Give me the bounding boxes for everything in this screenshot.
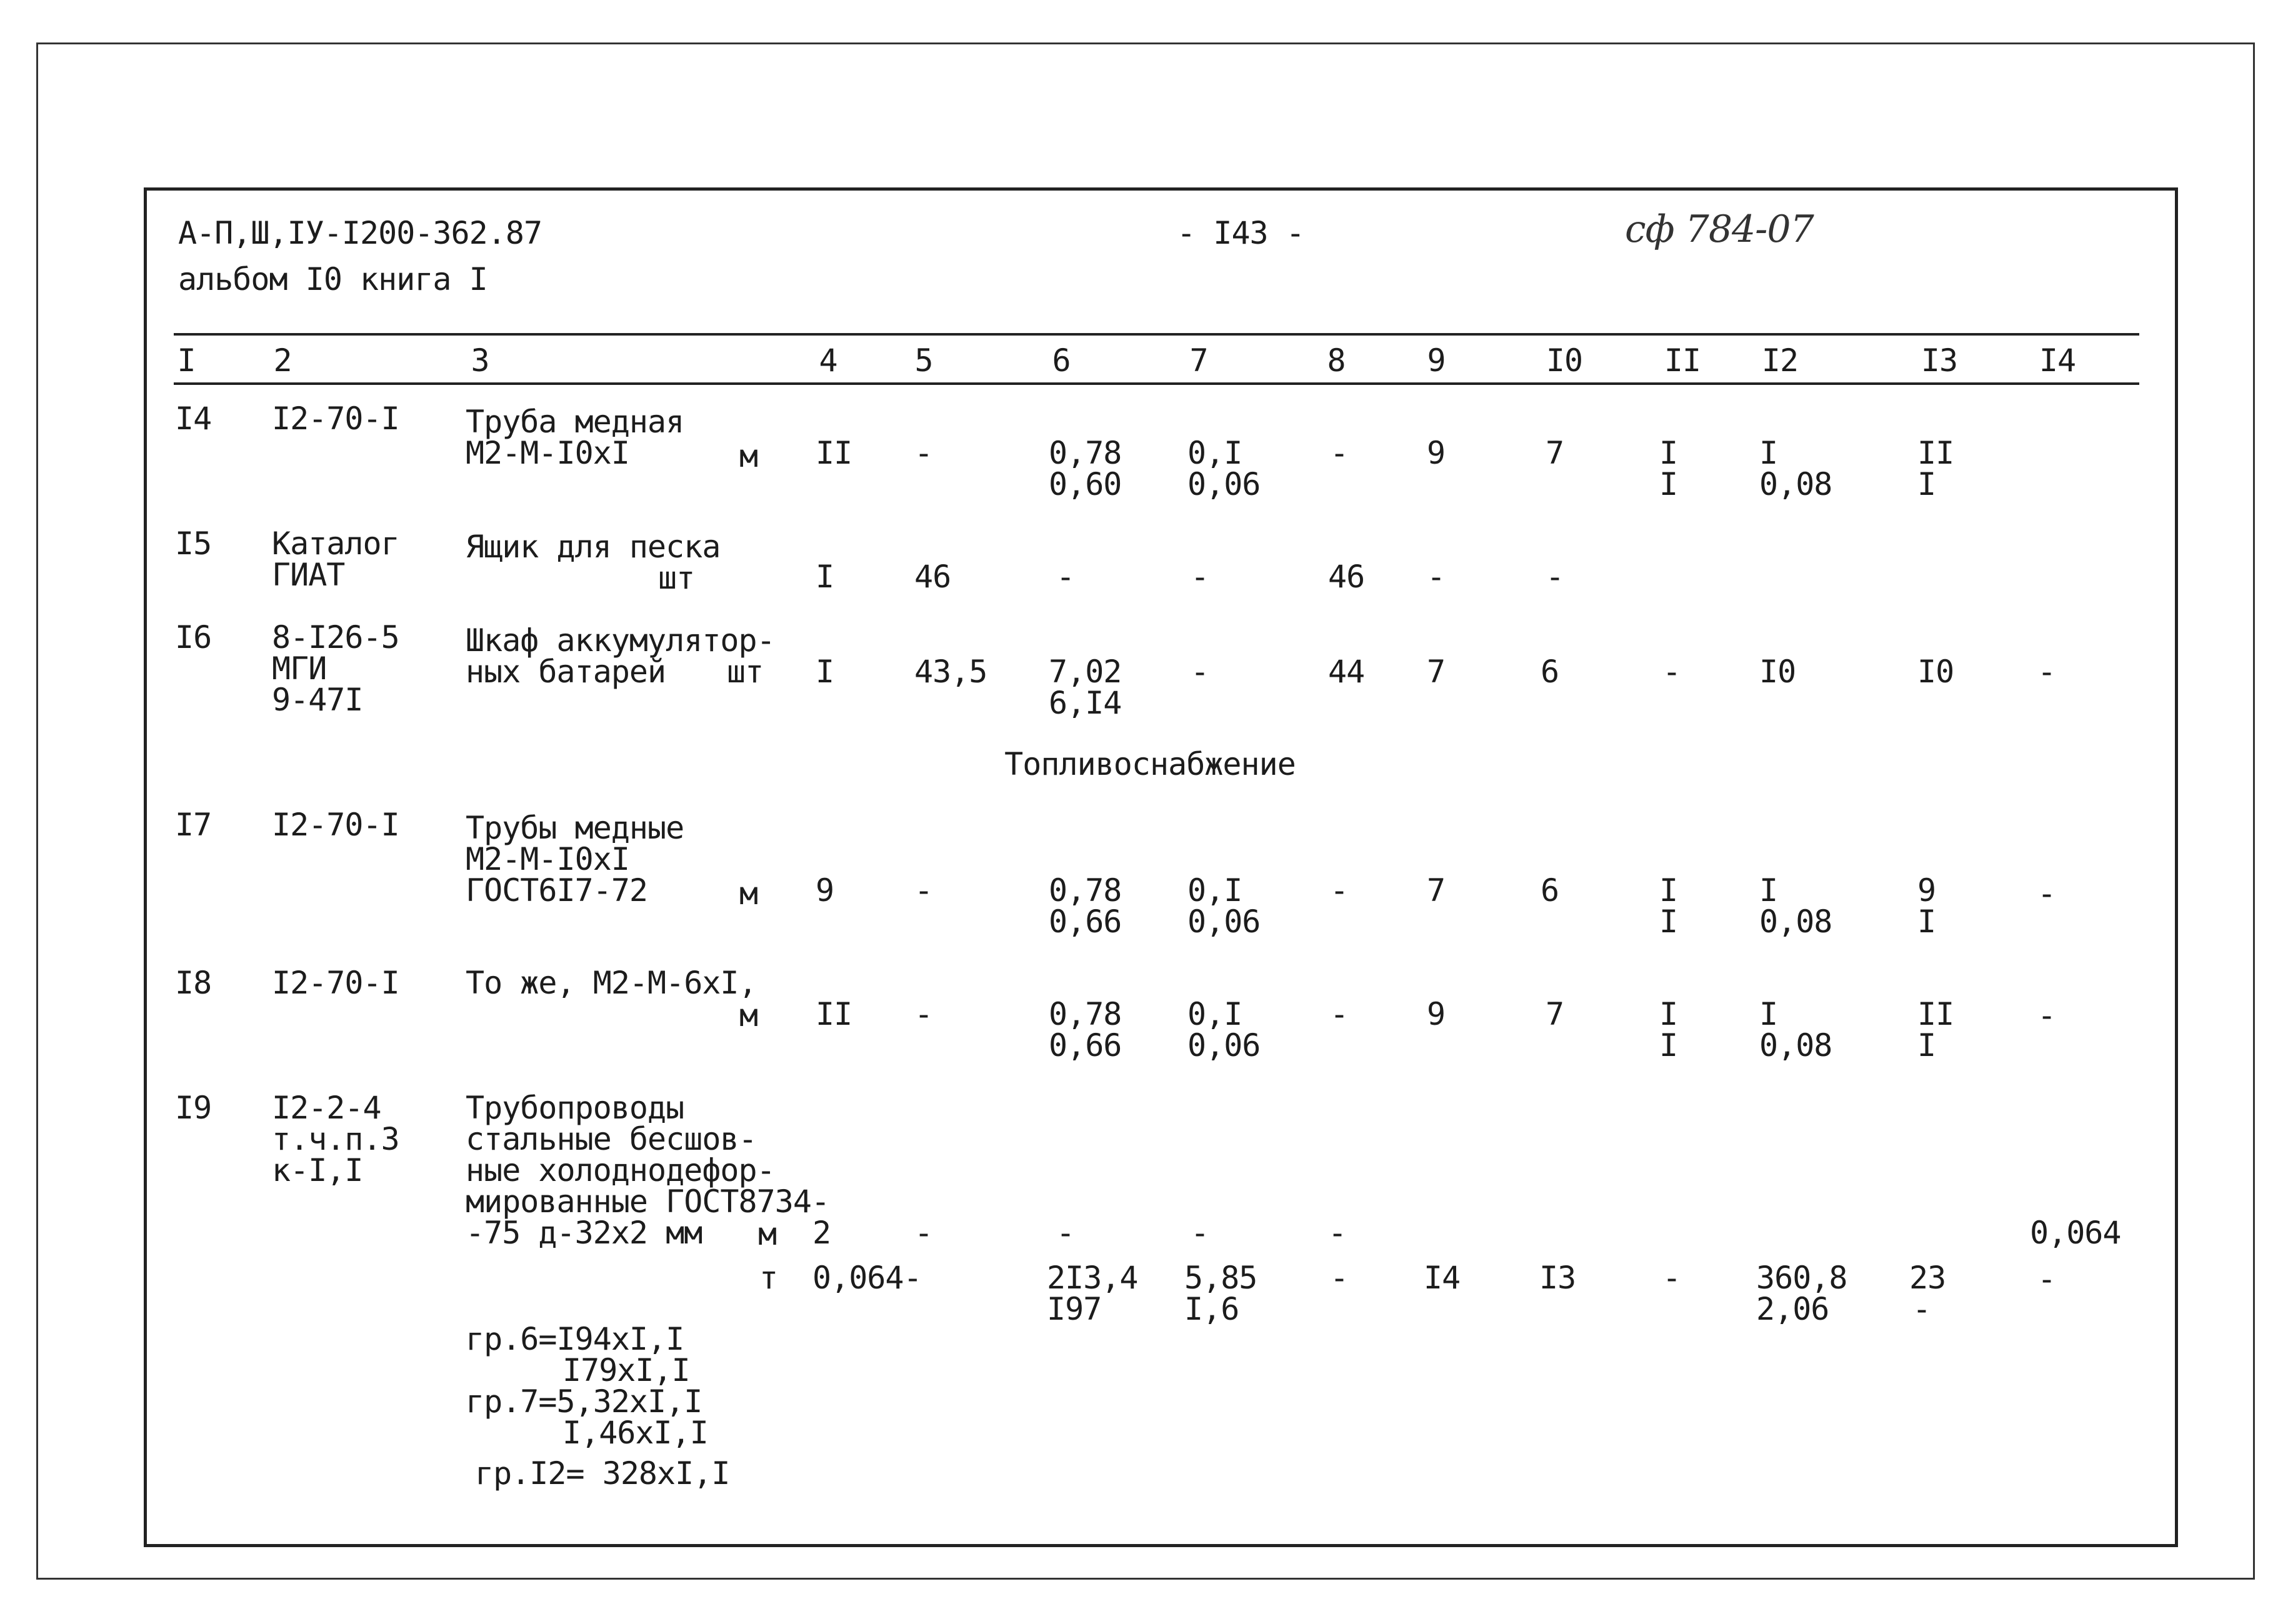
row-code: ГИАТ [272,557,345,593]
cell: 360,8 [1756,1260,1847,1296]
cell: 0,66 [1049,904,1122,940]
page-number: - I43 - [1177,215,1304,251]
row-unit: т [759,1260,778,1296]
handwritten-ref: сф 784-07 [1625,207,1814,251]
cell: I [1917,1027,1936,1064]
row-name: ГОСТ6I7-72 [466,872,648,909]
table-top-rule [174,333,2139,336]
cell: 0,06 [1187,1027,1261,1064]
cell: 0,064 [2030,1215,2121,1251]
cell: 2 [812,1215,831,1251]
cell: - [1328,1215,1347,1251]
cell: 6,I4 [1049,685,1122,721]
cell: 0,60 [1049,466,1122,502]
cell: 0,08 [1759,904,1832,940]
cell: I [1659,466,1678,502]
cell: II [816,435,852,471]
row-name: мированные ГОСТ8734- [466,1183,830,1220]
cell: 0,064- [812,1260,922,1296]
cell: - [2037,875,2056,912]
col-header: I0 [1546,342,1583,379]
cell: 5,85 [1184,1260,1257,1296]
row-code: Каталог [272,526,399,562]
cell: I [1759,872,1778,909]
cell: - [1330,435,1349,471]
cell: I3 [1539,1260,1576,1296]
cell: 44 [1328,654,1365,690]
cell: 0,78 [1049,996,1122,1032]
row-code: I2-70-I [272,401,399,437]
row-code: МГИ [272,650,327,687]
cell: I [1659,996,1678,1032]
cell: 9 [1427,996,1446,1032]
row-name: Труба медная [466,404,684,440]
cell: - [1056,559,1075,595]
row-number: I5 [175,526,212,562]
cell: II [1917,996,1954,1032]
cell: 0,I [1187,872,1242,909]
col-header: 8 [1327,342,1346,379]
row-name: -75 д-32х2 мм [466,1215,702,1251]
cell: I [1659,1027,1678,1064]
row-code: т.ч.п.3 [272,1121,399,1157]
cell: 0,06 [1187,466,1261,502]
footnote: гр.I2= 328хI,I [475,1455,730,1492]
row-number: I4 [175,401,212,437]
cell: 2,06 [1756,1291,1829,1327]
cell: 6 [1541,872,1559,909]
cell: I [816,559,834,595]
row-code: I2-70-I [272,807,399,843]
row-number: I6 [175,619,212,655]
cell: I4 [1424,1260,1461,1296]
row-unit: м [739,438,758,474]
cell: 9 [1917,872,1936,909]
cell: - [2037,654,2056,690]
footnote: I,46хI,I [562,1415,708,1451]
cell: - [914,1215,933,1251]
row-code: к-I,I [272,1152,363,1188]
row-name: Трубы медные [466,810,684,846]
cell: - [1912,1291,1931,1327]
cell: - [1330,872,1349,909]
cell: 7 [1546,996,1564,1032]
cell: - [1056,1215,1075,1251]
cell: I [1917,466,1936,502]
col-header: I4 [2039,342,2076,379]
col-header: I3 [1921,342,1958,379]
cell: I [1659,872,1678,909]
row-number: I9 [175,1090,212,1126]
cell: - [1662,654,1681,690]
cell: 7 [1427,872,1446,909]
cell: 9 [816,872,834,909]
cell: 0,I [1187,435,1242,471]
cell: - [914,435,933,471]
cell: 46 [1328,559,1365,595]
cell: - [1546,559,1564,595]
row-name: То же, М2-М-6хI, [466,965,757,1001]
row-name: М2-М-I0хI [466,435,629,471]
cell: - [2037,997,2056,1034]
row-name: Ящик для песка [466,529,721,565]
col-header: I [177,342,196,379]
cell: 0,I [1187,996,1242,1032]
footnote: I79хI,I [562,1352,690,1388]
row-code: I2-2-4 [272,1090,381,1126]
col-header: 5 [914,342,933,379]
cell: 46 [914,559,951,595]
cell: I [1917,904,1936,940]
col-header: II [1664,342,1701,379]
cell: I [1759,996,1778,1032]
album-label: альбом I0 книга I [178,261,487,297]
row-unit: шт [658,560,695,596]
row-unit: м [739,875,758,912]
row-unit: м [739,997,758,1034]
cell: 7 [1546,435,1564,471]
cell: II [816,996,852,1032]
cell: II [1917,435,1954,471]
cell: 0,08 [1759,1027,1832,1064]
cell: 9 [1427,435,1446,471]
inner-frame [144,187,2178,1547]
cell: I [816,654,834,690]
row-code: 8-I26-5 [272,619,399,655]
row-name: ных батарей [466,654,666,690]
cell: 0,78 [1049,435,1122,471]
col-header: 3 [471,342,489,379]
col-header: 7 [1189,342,1208,379]
cell: 0,06 [1187,904,1261,940]
col-header: 9 [1427,342,1446,379]
cell: 2I3,4 [1047,1260,1138,1296]
cell: I [1659,904,1678,940]
cell: - [914,872,933,909]
row-name: М2-М-I0хI [466,841,629,877]
cell: I0 [1759,654,1796,690]
row-name: ные холоднодефор- [466,1152,775,1188]
footnote: гр.6=I94хI,I [466,1321,684,1357]
cell: 7,02 [1049,654,1122,690]
row-name: стальные бесшов- [466,1121,757,1157]
section-heading: Топливоснабжение [1004,746,1296,782]
cell: - [1330,1260,1349,1296]
cell: 43,5 [914,654,987,690]
cell: - [1191,1215,1209,1251]
col-header: 2 [273,342,292,379]
doc-code: А-П,Ш,IУ-I200-362.87 [178,215,542,251]
cell: I97 [1047,1291,1102,1327]
cell: 0,78 [1049,872,1122,909]
row-unit: шт [727,654,764,690]
col-header: 6 [1052,342,1071,379]
row-number: I8 [175,965,212,1001]
cell: - [1427,559,1446,595]
cell: I [1659,435,1678,471]
row-name: Трубопроводы [466,1090,684,1126]
col-header: 4 [819,342,837,379]
cell: I,6 [1184,1291,1239,1327]
row-code: 9-47I [272,682,363,718]
cell: I0 [1917,654,1954,690]
row-number: I7 [175,807,212,843]
cell: - [1330,996,1349,1032]
row-code: I2-70-I [272,965,399,1001]
cell: - [2037,1261,2056,1297]
cell: I [1759,435,1778,471]
cell: 7 [1427,654,1446,690]
cell: - [1662,1260,1681,1296]
footnote: гр.7=5,32хI,I [466,1383,702,1420]
table-header-rule [174,382,2139,385]
col-header: I2 [1761,342,1799,379]
row-name: Шкаф аккумулятор- [466,622,775,659]
cell: - [1191,654,1209,690]
cell: 23 [1909,1260,1946,1296]
cell: 0,66 [1049,1027,1122,1064]
cell: - [914,996,933,1032]
cell: 0,08 [1759,466,1832,502]
row-unit: м [758,1216,777,1252]
cell: - [1191,559,1209,595]
cell: 6 [1541,654,1559,690]
